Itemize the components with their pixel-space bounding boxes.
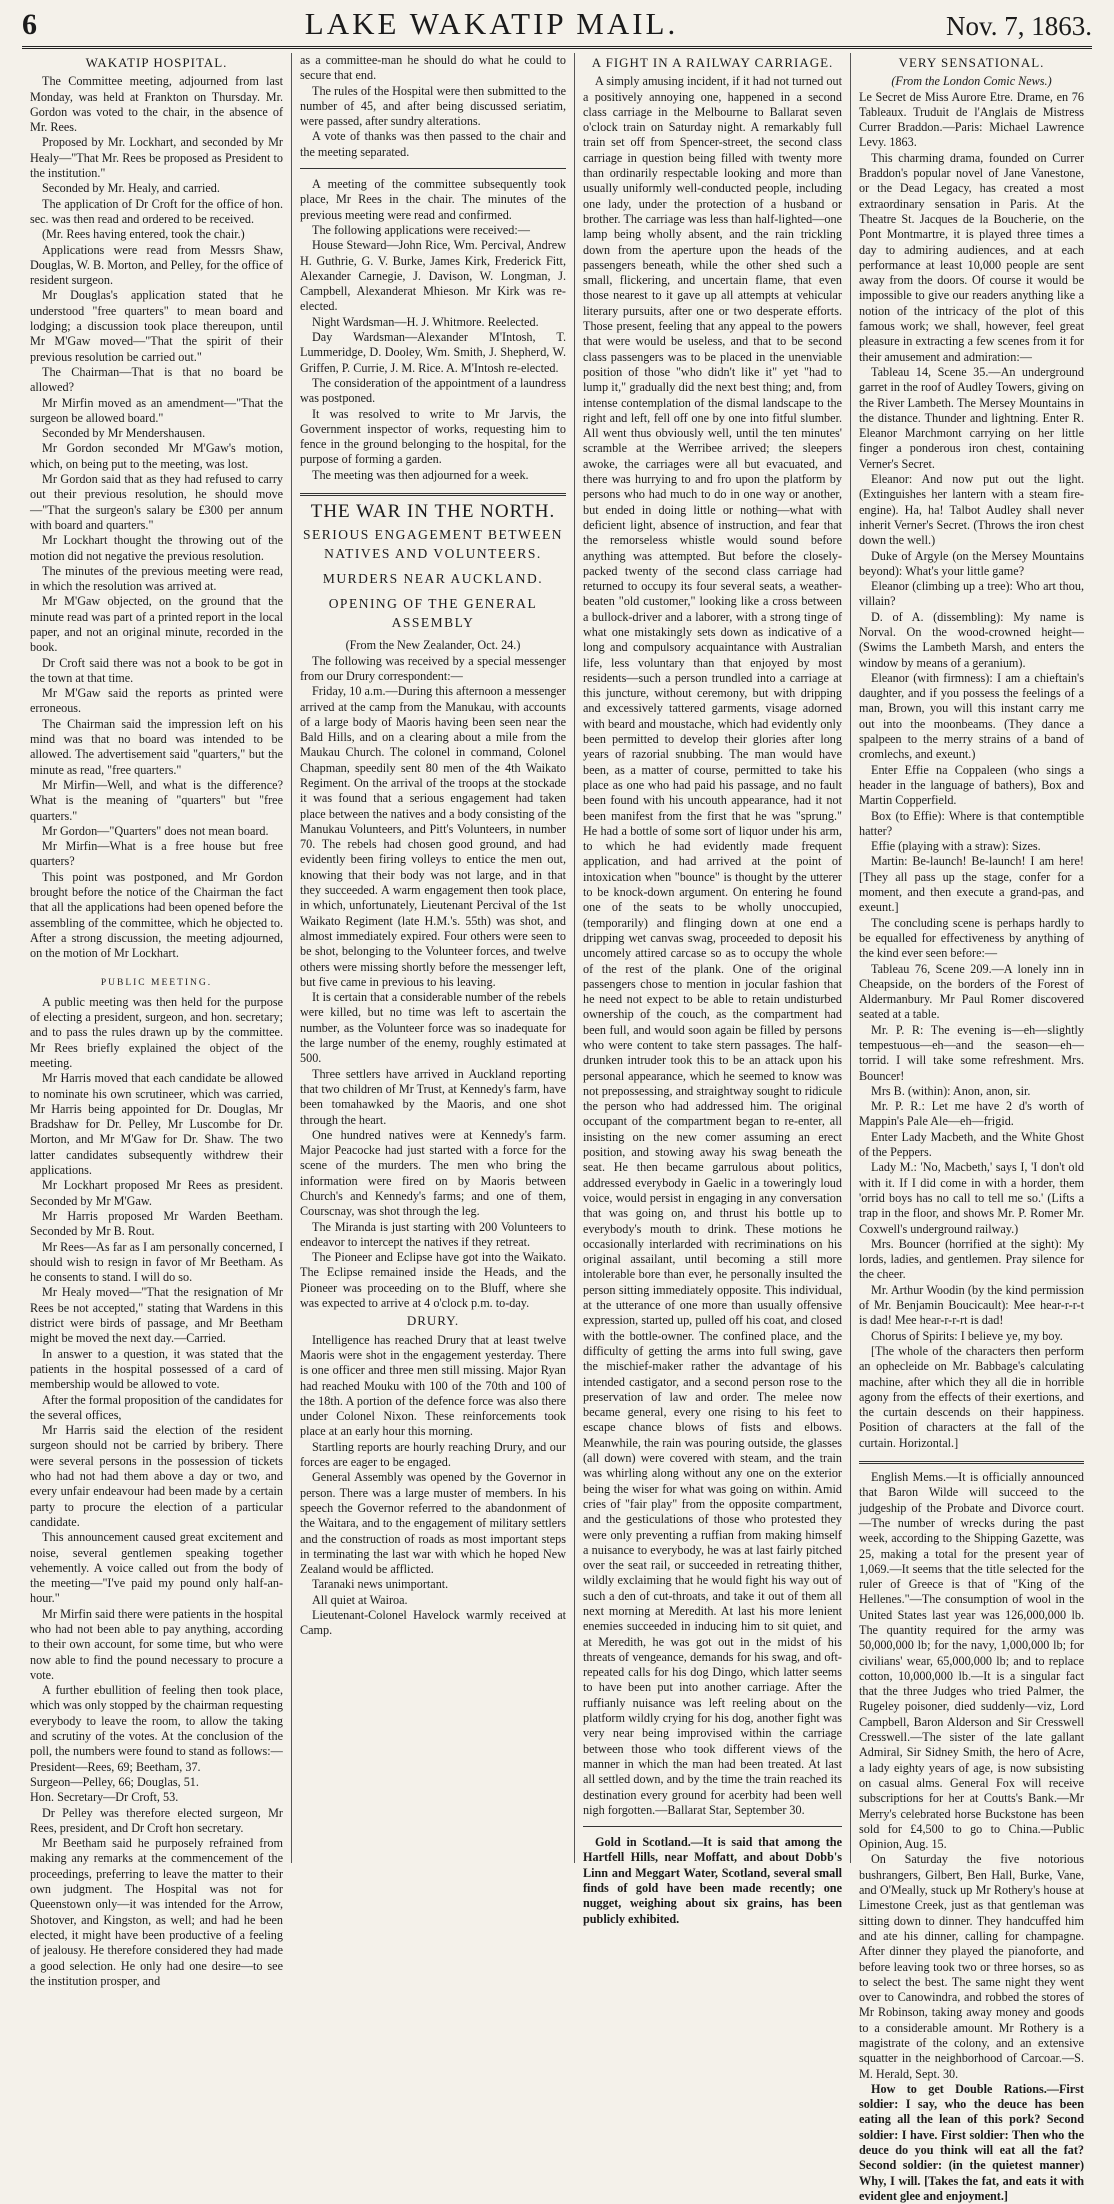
paragraph: Chorus of Spirits: I believe ye, my boy. [871,1328,1063,1343]
paragraph: One hundred natives were at Kennedy's farm. Major Peacocke had just started with a force for the scene of the murders. The men who bring the information were fired on by Maoris between Church's and Kennedy's farms; and one of them, Courscnay, was shot through the leg. [300,1127,566,1219]
paragraph: Mr. P. R.: Let me have 2 d's worth of Mappin's Pale Ale—eh—frigid. [859,1099,1084,1129]
divider [300,168,566,169]
paragraph: Mr M'Gaw objected, on the ground that the minute read was part of a printed report in the local paper, and not an original minute, recorded in the book. [30,594,283,655]
paragraph: [The whole of the characters then perform an ophecleide on Mr. Babbage's calculating machine, after which they all die in horrible agony from the effects of their exertions, and the curtain descends on their happiness. Position of characters at the fall of the curtain. Horizontal.] [859,1343,1084,1450]
paragraph: Day Wardsman—Alexander M'Intosh, T. Lummeridge, D. Dooley, Wm. Smith, J. Shepherd, W. Griffen, P. Currie, J. M. Rice. A. M'Intosh re-elected. [300,330,566,375]
paragraph: Mr Lockhart proposed Mr Rees as president. Seconded by Mr M'Gaw. [30,1178,283,1208]
paragraph: A meeting of the committee subsequently took place, Mr Rees in the chair. The minutes of the previous meeting were read and confirmed. [300,177,566,222]
paragraph: Mr Mirfin said there were patients in the hospital who had not been able to pay anything, according to their own account, for some time, but who were now able to find the pound necessary to procure a vote. [30,1606,283,1682]
paragraph: Mr M'Gaw said the reports as printed were erroneous. [30,686,283,716]
paragraph: Proposed by Mr. Lockhart, and seconded by Mr Healy—"That Mr. Rees be proposed as President to the institution." [30,135,283,181]
paragraph: Mr Douglas's application stated that he understood "free quarters" to mean board and lodging; a discussion took place thereupon, until Mr M'Gaw moved—"That the spirit of their previous resolution be carried out." [30,288,283,364]
paragraph: Mr Healy moved—"That the resignation of Mr Rees be not accepted," stating that Wardens in this district were birds of passage, and Mr Beetham might be moved the next day.—Carried. [30,1285,283,1346]
paragraph: as a committee-man he should do what he could to secure that end. [300,53,566,83]
paragraph: Mrs B. (within): Anon, anon, sir. [871,1083,1031,1098]
paragraph: Gold in Scotland.—It is said that among the Hartfell Hills, near Moffatt, and about Dobb's Linn and Meggart Water, Scotland, several small finds of gold have been made recently; one nugget, weighing about six grains, has been publicly exhibited. [583,1835,842,1926]
newspaper-title: LAKE WAKATIP MAIL. [304,6,679,41]
paragraph: D. of A. (dissembling): My name is Norval. On the wood-crowned height—(Swims the Lambeth Marsh, and enters the window by means of a geranium). [859,609,1084,670]
paragraph: Night Wardsman—H. J. Whitmore. Reelected. [312,314,539,329]
paragraph: The application of Dr Croft for the office of hon. sec. was then read and ordered to be received. [30,196,283,226]
paragraph: (Mr. Rees having entered, took the chair.) [42,227,245,242]
paragraph: Enter Effie na Coppaleen (who sings a header in the language of bathers), Box and Martin Copperfield. [859,762,1084,808]
paragraph: Effie (playing with a straw): Sizes. [871,839,1041,854]
column-1 [22,53,292,1988]
paragraph: A vote of thanks was then passed to the chair and the meeting separated. [300,129,566,159]
paragraph: Mr Mirfin moved as an amendment—"That the surgeon be allowed board." [30,395,283,425]
article-heading: VERY SENSATIONAL. [898,55,1045,70]
paragraph: A further ebullition of feeling then took place, which was only stopped by the chairman requesting everybody to leave the room, to allow the taking and scrutiny of the votes. At the conclusion of the poll, the numbers were found to stand as follows:— [30,1683,283,1759]
column-2 [292,53,575,1863]
divider [300,493,566,496]
paragraph: Mr Harris said the election of the resident surgeon should not be carried by bribery. There were several persons in the possession of tickets who had not had them above a day or two, and every unfair endeavour had been made by a certain party to procure the election of a particular candidate. [30,1423,283,1529]
paragraph: A public meeting was then held for the purpose of electing a president, surgeon, and hon. secretary; and to pass the rules drawn up by the committee. Mr Rees briefly explained the object of the meeting. [30,994,283,1070]
paragraph: Mrs. Bouncer (horrified at the sight): My lords, ladies, and gentlemen. Pray silence for the cheer. [859,1236,1084,1282]
paragraph: Mr Lockhart thought the throwing out of the motion did not negative the previous resolution. [30,533,283,563]
poll-result: Hon. Secretary—Dr Croft, 53. [30,1790,179,1805]
paragraph: Mr Harris moved that each candidate be allowed to nominate his own scrutineer, which was carried, Mr Harris being appointed for Dr. Douglas, Mr Bradshaw for Dr. Pelley, Mr Luscombe for Dr. Morton, and Mr M'Gaw for Dr. Shaw. The two latter candidates subsequently withdrew their applications. [30,1071,283,1178]
paragraph: On Saturday the five notorious bushrangers, Gilbert, Ben Hall, Burke, Vane, and O'Meally, stuck up Mr Rothery's house at Limestone Creek, just as that gentleman was sitting down to dinner. They handcuffed him and ate his dinner, calling for champagne. After dinner they played the pianoforte, and before leaving took two or three horses, so as to select the best. The same night they went over to Canowindra, and robbed the stores of Mr Robinson, taking away money and goods to a considerable amount. Mr Rothery is a magistrate of the colony, and an extensive squatter in the neighborhood of Carcoar.—S. M. Herald, Sept. 30. [859,1852,1084,2081]
article-subheading: OPENING OF THE GENERAL ASSEMBLY [328,596,538,631]
paragraph: The concluding scene is perhaps hardly to be equalled for effectiveness by anything of the kind ever seen before:— [859,915,1084,961]
paragraph: The Chairman—That is that no board be allowed? [30,364,283,395]
paragraph: The Chairman said the impression left on his mind was that no board was intended to be allowed. The advertisement said "quarters," but the minute as read, "free quarters." [30,716,283,777]
paragraph: The Miranda is just starting with 200 Volunteers to endeavor to intercept the natives if they retreat. [300,1219,566,1249]
paragraph: Mr Harris proposed Mr Warden Beetham. Seconded by Mr B. Rout. [30,1208,283,1239]
paragraph: In answer to a question, it was stated that the patients in the hospital possessed of a card of membership would be allowed to vote. [30,1346,283,1392]
masthead [22,0,1092,49]
paragraph: Duke of Argyle (on the Mersey Mountains beyond): What's your little game? [859,548,1084,578]
paragraph: Enter Lady Macbeth, and the White Ghost of the Peppers. [859,1129,1084,1160]
paragraph: Le Secret de Miss Aurore Etre. Drame, en 76 Tableaux. Truduit de l'Anglais de Mistress Currer Braddon.—Paris: Michael Lawrence Levy. 1863. [859,89,1084,150]
paragraph: Mr Gordon—"Quarters" does not mean board. [42,823,269,838]
article-subheading: SERIOUS ENGAGEMENT BETWEEN NATIVES AND VOLUNTEERS. [303,527,563,562]
article-heading: A FIGHT IN A RAILWAY CARRIAGE. [591,55,834,70]
paragraph: Applications were read from Messrs Shaw, Douglas, W. B. Morton, and Pelley, for the office of resident surgeon. [30,242,283,288]
paragraph: Dr Pelley was therefore elected surgeon, Mr Rees, president, and Dr Croft hon secretary. [30,1805,283,1835]
article-heading: THE WAR IN THE NORTH. [310,501,556,523]
paragraph: Mr. Arthur Woodin (by the kind permission of Mr. Benjamin Boucicault): Mee hear-r-r-t is dad! Mee hear-r-r-rt is dad! [859,1282,1084,1328]
paragraph: Seconded by Mr. Healy, and carried. [42,181,220,196]
paragraph: It is certain that a considerable number of the rebels were killed, but no time was left to ascertain the number, as the Volunteer force was so inadequate for the large number of the enemy, roughly estimated at 500. [300,990,566,1066]
paragraph: English Mems.—It is officially announced that Baron Wilde will succeed to the judgeship of the Probate and Divorce court.—The number of wrecks during the past week, according to the Shipping Gazette, was 25, making a total for the present year of 1,069.—It seems that the title selected for the ruler of Greece is that of "King of the Hellenes."—The consumption of wool in the United States last year was 126,000,000 lb. The quantity required for the army was 50,000,000 lb; for the navy, 1,000,000 lb; for civilians' wear, 65,000,000 lb; and to replace cotton, 10,000,000 lb.—It is a singular fact that the three Judges who tried Palmer, the Rugeley poisoner, died suddenly—viz, Lord Campbell, Baron Alderson and Sir Cresswell Cresswell.—The sister of the late gallant Admiral, Sir Sidney Smith, the hero of Acre, a lady eighty years of age, is now subsisting on casual alms. General Fox will receive subscriptions for her at Coutts's Bank.—Mr Merry's celebrated horse Buckstone has been sold for £4,500 to go to China.—Public Opinion, Aug. 15. [859,1470,1084,1852]
paragraph: Three settlers have arrived in Auckland reporting that two children of Mr Trust, at Kennedy's farm, have been tomahawked by the Maoris, and one shot through the heart. [300,1066,566,1127]
poll-result: President—Rees, 69; Beetham, 37. [30,1759,201,1774]
paragraph: The Pioneer and Eclipse have got into the Waikato. The Eclipse remained inside the Heads, and the Pioneer was proceeding on to the Bluff, where she was expected to arrive at 4 o'clock p.m. to-day. [300,1250,566,1311]
paragraph: Lady M.: 'No, Macbeth,' says I, 'I don't old with it. If I did come in with a horder, them 'orrid boys has no call to tell me so.' (Lifts a trap in the floor, and shows Mr. P. Romer Mr. Coxwell's underground railway.) [859,1160,1084,1236]
article-subheading: MURDERS NEAR AUCKLAND. [322,571,544,587]
paragraph: Lieutenant-Colonel Havelock warmly received at Camp. [300,1608,566,1638]
paragraph: This point was postponed, and Mr Gordon brought before the notice of the Chairman the fact that all the applications had been opened before the assembling of the committee, which he objected to. After a strong discussion, the meeting adjourned, on the motion of Mr Lockhart. [30,869,283,961]
paragraph: Mr Gordon said that as they had refused to carry out their previous resolution, he should move—"That the surgeon's salary be £300 per annum with board and quarters." [30,472,283,532]
paragraph: Mr Gordon seconded Mr M'Gaw's motion, which, on being put to the meeting, was lost. [30,441,283,471]
paragraph: Seconded by Mr Mendershausen. [42,426,206,441]
paragraph: Mr Mirfin—What is a free house but free quarters? [30,839,283,869]
paragraph: A simply amusing incident, if it had not turned out a positively annoying one, happened in a second class carriage in the Melbourne to Ballarat seven o'clock train on Saturday night. A remarkably full train set off from Spencer-street, the second class carriage in question being filled with twenty more than ordinarily respectable looking and more than usually uniformly well-conducted people, including one lady, under the protection of a husband or brother. The carriage was less than half-lighted—one lamp being wholly absent, and the rain trickling down from the aperture upon the heads of the passengers beneath, while the other shed such a small, flickering, and uncertain flame, that even those nearest to it gave up all attempts at vehicular literary pursuits, after one or two desperate efforts. Those present, feeling that any appeal to the powers that were would be useless, and that to be second class passengers was to be placed in the unenviable position of those "who didn't like it" yet "had to lump it," gradually did the next best thing; and, from intense contemplation of the dismal landscape to the right and left, fell off one by one into fitful slumber. All went thus obviously well, until the ten minutes' scramble at the Werribee arrived; the sleepers awoke, the carriages were all but evacuated, and there was hurrying to and fro upon the platform by persons who had much to do in one way or another, but ended in doing little or nothing—what with deficient light, absence of instruction, and fear that the remorseless whistle would sound before anything was attempted. But before the closely-packed twenty of the second class carriage had returned to occupy its four several seats, a weather-beaten "old customer," looking like a cross between a bullock-driver and a laborer, with a strong tinge of what one mistakingly sets down as indicative of a long and compulsory acquaintance with Australian life, less voluntary than that enjoyed by most residents—such a person trundled into a carriage at this juncture, without ceremony, but with dripping and excessively tattered garments, visage adorned with beard and moustache, which had evidently only been permitted to develop their glories after long years of razorial snubbing. The man would have been, as a matter of course, permitted to take his place as one who had paid his passage, and no fault been found with his uncouth appearance, had it not been manifest from the first that he was "sprung." He had a bottle of some sort of liquor under his arm, to which he had evidently made frequent application, and had arrived at the point of intoxication when "bounce" is thought by the utterer to be knock-down argument. On entering he found one of the seats to be wholly unoccupied, (temporarily) and flinging down at one end a dripping wet canvas swag, proceeded to deposit his uncomely attired carcase so as to occupy the whole of the rest of the plank. One of the original passengers chose to mention in jocular fashion that he need not expect to be able to retain undisturbed ownership of the couch, as the compartment had been full, and would soon again be filled by persons who were content to take stern passages. The half-drunken intruder took this to be an attack upon his personal appearance, which he seemed to know was not prepossessing, and straightway sought to ridicule the person who had addressed him. The original occupant of the compartment began to re-enter, all insisting on the new comer assuming an erect position, and stowing away his swag beneath the seat. He then became garrulous about politics, addressed everybody in Gaelic in a toweringly loud voice, would persist in engaging in any conversation that was going on, and thrust his bottle up to everybody's mouth to drink. These motions he occasionally interlarded with recriminations on his original assailant, until becoming a still more intolerable bore than ever, he personally insulted the person sitting immediately opposite. This individual, at the utterance of one more than usually offensive expression, started up, pulled off his coat, and closed with the bottle-owner. The confined place, and the difficulty of getting the arms into full swing, gave the mischief-maker rather the advantage of his intended castigator, and a second person rose to the preservation of law and order. The melee now became general, every one rising to his feet to escape chance blows of fists and elbows. Meanwhile, the rain was pouring outside, the glasses (all down) were covered with steam, and the train was whirling along without any one on the exterior being the wiser for what was going on within. Amid cries of "fair play" from the opposite compartment, and the gesticulations of those who protested they were only preventing a ruffian from making himself a nuisance to everybody, he was at last fairly pitched over the seat rail, or succeeded in retreating thither, wildly exclaiming that he would fight his way out of such a den of cut-throats, and take it out of them all next morning at Meredith. At last his more lenient enemies succeeded in inducing him to sit quiet, and at Meredith, he was got out in the midst of his threats of vengeance, demands for his swag, and oft-repeated calls for his dog Dingo, which latter seems to have been put into another carriage. After the ruffianly nuisance was left reeling about on the platform wildly crying for his dog, another fight was very near being improvised within the carriage between those who took different views of the manner in which the man had been treated. At last all settled down, and by the time the train reached its destination every ground for acerbity had been well nigh forgotten.—Ballarat Star, September 30. [583,74,842,1817]
paragraph: Mr Rees—As far as I am personally concerned, I should wish to resign in favor of Mr Beetham. As he consents to stand. I will do so. [30,1239,283,1285]
paragraph: Startling reports are hourly reaching Drury, and our forces are eager to be engaged. [300,1439,566,1470]
section-subheading: DRURY. [406,1313,460,1329]
paragraph: House Steward—John Rice, Wm. Percival, Andrew H. Guthrie, G. V. Burke, James Kirk, Frederick Fitt, Alexander Carnegie, J. Davison, W. Longman, J. Campbell, Alexanderat Mhieson. Mr Kirk was re-elected. [300,238,566,314]
paragraph: General Assembly was opened by the Governor in person. There was a large muster of members. In his speech the Governor referred to the abandonment of the Waitara, and to the engagement of military settlers and the construction of roads as most important steps in terminating the last war with which he hoped New Zealand would be afflicted. [300,1470,566,1577]
paragraph: Martin: Be-launch! Be-launch! I am here! [They all pass up the stage, confer for a moment, and then execute a grand-pas, and exeunt.] [859,854,1084,915]
column-3 [575,53,851,1926]
paragraph: The rules of the Hospital were then submitted to the number of 45, and after being discussed seriatim, were passed, after sundry alterations. [300,83,566,129]
paragraph: Mr Mirfin—Well, and what is the difference? What is the meaning of "quarters" but "free quarters." [30,777,283,823]
paragraph: The following was received by a special messenger from our Drury correspondent:— [300,653,566,683]
paragraph: Box (to Effie): Where is that contemptible hatter? [859,808,1084,838]
paragraph: The Committee meeting, adjourned from last Monday, was held at Frankton on Thursday. Mr. Gordon was voted to the chair, in the absence of Mr. Rees. [30,74,283,135]
paragraph: The meeting was then adjourned for a week. [312,467,529,482]
paragraph: Tableau 14, Scene 35.—An underground garret in the roof of Audley Towers, giving on the River Lambeth. The Mersey Mountains in the distance. Thunder and lightning. Enter R. Eleanor Marchmont carrying on her little finger a ponderous iron chest, containing Verner's Secret. [859,364,1084,471]
paragraph: After the formal proposition of the candidates for the several offices, [30,1392,283,1422]
paragraph: Friday, 10 a.m.—During this afternoon a messenger arrived at the camp from the Manukau, with accounts of a large body of Maoris having been seen near the Bald Hills, and on a clearing about a mile from the Maukau Church. The colonel in command, Colonel Chapman, speedily sent 80 men of the 4th Waikato Regiment. On the arrival of the troops at the stockade it was found that a serious engagement had taken place between the natives and a body consisting of the Manukau Volunteers, and Pitt's Volunteers, in number 70. The rebels had chosen good ground, and had evidently been firing volleys to entice the men out, knowing that their body was not large, and in that they succeeded. A warm engagement then took place, in which, unfortunately, Lieutenant Percival of the 1st Waikato Regiment (late H.M.'s. 55th) was shot, and almost immediately expired. Four others were seen to be shot, belonging to the Volunteer forces, and twelve others were missing shortly before the messenger left, but five came in previous to his leaving. [300,684,566,989]
paragraph: How to get Double Rations.—First soldier: I say, who the deuce has been eating all the lean of this pork? Second soldier: I have. First soldier: Then who the deuce do you think will eat all the fat? Second soldier: (in the quietest manner) Why, I will. [Takes the fat, and eats it with evident glee and enjoyment.] [859,2081,1084,2203]
divider [859,1461,1084,1464]
paragraph: The minutes of the previous meeting were read, in which the resolution was arrived at. [30,563,283,594]
paragraph: Intelligence has reached Drury that at least twelve Maoris were shot in the engagement yesterday. There is one officer and three men still missing. Major Ryan had reached Mouku with 100 of the 70th and 100 of the 18th. A portion of the defence force was also there under Colonel Nixon. These reinforcements took place at an early hour this morning. [300,1332,566,1439]
page-number: 6 [22,8,37,41]
paragraph: The consideration of the appointment of a laundress was postponed. [300,375,566,406]
paragraph: The following applications were received:— [312,222,530,237]
paragraph: All quiet at Wairoa. [312,1592,408,1607]
paragraph: Mr Beetham said he purposely refrained from making any remarks at the commencement of the proceedings, preferring to leave the matter to their own judgment. The Hospital was not for Queenstown only—it was intended for the Arrow, Shotover, and Kingston, as well; and had he been elected, it might have been productive of a feeling of jealousy. He therefore considered they had made a good selection. He only had one desire—to see the institution prosper, and [30,1836,283,1988]
divider [583,1826,842,1827]
paragraph: It was resolved to write to Mr Jarvis, the Government inspector of works, requesting him to fence in the ground belonging to the hospital, for the purpose of forming a garden. [300,406,566,467]
column-4 [851,53,1092,2203]
source-line: (From the London Comic News.) [891,74,1052,89]
paragraph: Eleanor (climbing up a tree): Who art thou, villain? [859,579,1084,609]
paragraph: Eleanor: And now put out the light. (Extinguishes her lantern with a steam fire-engine). Ha, ha! Talbot Audley shall never inherit Verner's Secret. (Throws the iron chest down the well.) [859,472,1084,548]
article-heading: WAKATIP HOSPITAL. [85,55,228,70]
paragraph: Tableau 76, Scene 209.—A lonely inn in Cheapside, on the borders of the Forest of Aldermanbury. Mr Paul Romer discovered seated at a table. [859,961,1084,1022]
paragraph: This announcement caused great excitement and noise, several gentlemen speaking together vehemently. A voice called out from the body of the meeting—"I've paid my pound only half-an-hour." [30,1530,283,1606]
source-line: (From the New Zealander, Oct. 24.) [345,638,521,653]
section-subheading: PUBLIC MEETING. [100,977,213,988]
paragraph: Mr. P. R: The evening is—eh—slightly tempestuous—eh—and the season—eh—torrid. I will take some refreshment. Mrs. Bouncer! [859,1022,1084,1083]
paragraph: Dr Croft said there was not a book to be got in the town at that time. [30,655,283,685]
paragraph: Eleanor (with firmness): I am a chieftain's daughter, and if you possess the feelings of a man, Brown, you will this instant carry me out into the moonbeams. (They dance a spalpeen to the merry strains of a band of cromlechs, and exeunt.) [859,670,1084,762]
paragraph: This charming drama, founded on Currer Braddon's popular novel of Jane Vanestone, or the Dead Legacy, has created a most extraordinary sensation in Paris. At the Theatre St. Jacques de la Boucherie, on the Pont Montmartre, it is played three times a day to admiring audiences, and at each performance at least 10,000 people are sent away from the doors. Of course it would be impossible to give our readers anything like a notion of the intricacy of the plot of this famous work; we shall, however, feel great pleasure in extracting a few scenes from it for their amusement and admiration:— [859,150,1084,364]
issue-date: Nov. 7, 1863. [945,11,1092,41]
poll-result: Surgeon—Pelley, 66; Douglas, 51. [30,1774,199,1789]
paragraph: Taranaki news unimportant. [312,1577,449,1592]
